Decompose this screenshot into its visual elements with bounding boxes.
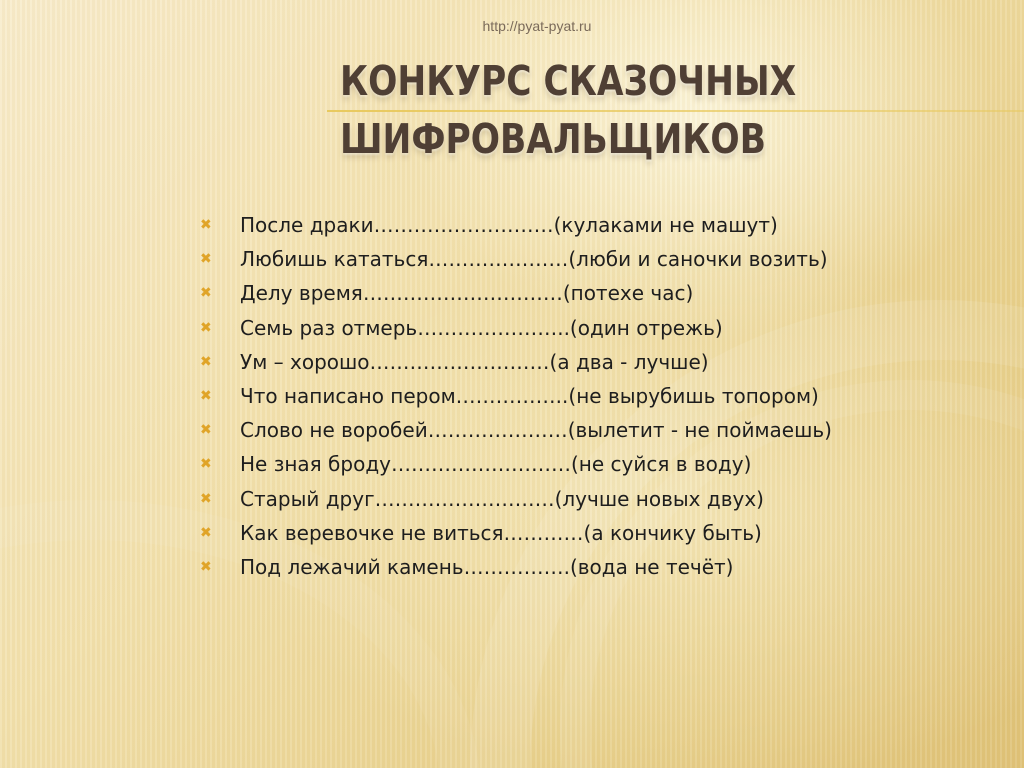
x-mark-icon: ✖ [200, 217, 212, 234]
list-item [198, 516, 832, 550]
x-mark-icon: ✖ [200, 456, 212, 473]
list-item [198, 379, 832, 413]
list-item [198, 276, 832, 310]
list-item [198, 447, 832, 481]
source-url: http://pyat-pyat.ru [482, 18, 592, 34]
list-item [198, 345, 832, 379]
x-mark-icon: ✖ [200, 558, 212, 575]
list-item-text: После драки………………………(кулаками не машут) [240, 213, 778, 238]
list-item-text: Старый друг………………………(лучше новых двух) [240, 486, 764, 511]
list-item-text: Семь раз отмерь…………………..(один отрежь) [240, 315, 723, 340]
list-item [198, 311, 832, 345]
slide-title [340, 52, 878, 168]
list-item [198, 550, 832, 584]
list-item-text: Под лежачий камень…………….(вода не течёт) [240, 554, 734, 579]
list-item-text: Делу время…………………………(потехе час) [240, 281, 694, 306]
x-mark-icon: ✖ [200, 524, 212, 541]
proverb-list [198, 208, 832, 584]
title-line-1: КОНКУРС СКАЗОЧНЫХ [340, 57, 797, 105]
list-item-text: Не зная броду………………………(не суйся в воду) [240, 452, 752, 477]
x-mark-icon: ✖ [200, 285, 212, 302]
list-item [198, 413, 832, 447]
list-item [198, 482, 832, 516]
title-line-2: ШИФРОВАЛЬЩИКОВ [340, 115, 766, 163]
x-mark-icon: ✖ [200, 388, 212, 405]
x-mark-icon: ✖ [200, 422, 212, 439]
x-mark-icon: ✖ [200, 490, 212, 507]
x-mark-icon: ✖ [200, 319, 212, 336]
list-item-text: Слово не воробей…………………(вылетит - не поймаешь) [240, 418, 832, 443]
x-mark-icon: ✖ [200, 353, 212, 370]
list-item [198, 208, 832, 242]
list-item [198, 242, 832, 276]
list-item-text: Ум – хорошо………………………(а два - лучше) [240, 349, 709, 374]
list-item-text: Что написано пером……………..(не вырубишь топором) [240, 384, 819, 409]
x-mark-icon: ✖ [200, 251, 212, 268]
list-item-text: Как веревочке не виться…………(а кончику быть) [240, 520, 762, 545]
list-item-text: Любишь кататься…………………(люби и саночки возить) [240, 247, 828, 272]
